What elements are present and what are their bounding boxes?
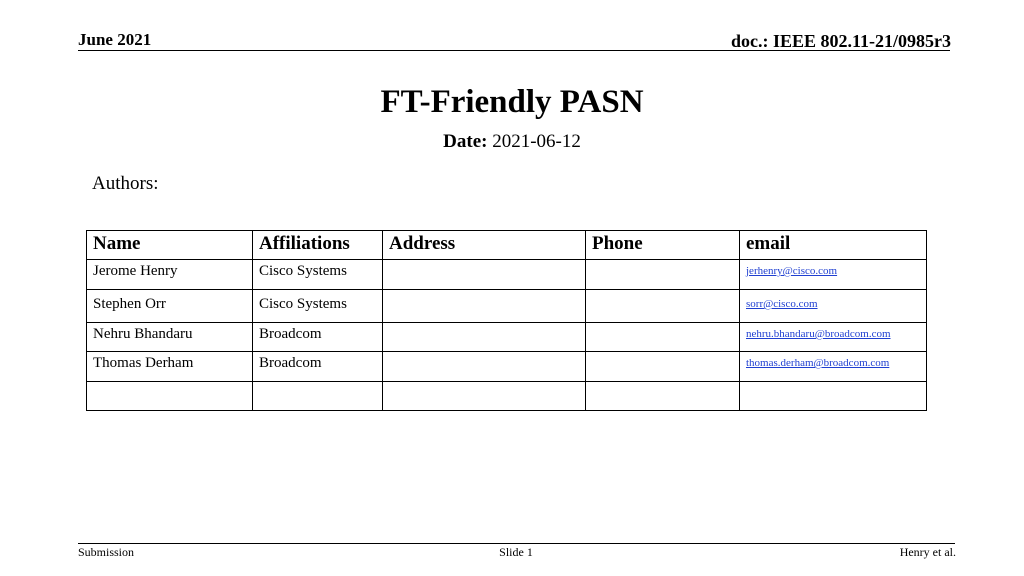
table-row — [87, 382, 927, 411]
col-header-phone: Phone — [586, 231, 740, 260]
email-link[interactable]: nehru.bhandaru@broadcom.com — [740, 323, 927, 352]
cell-phone — [586, 352, 740, 382]
cell-affiliation: Cisco Systems — [253, 260, 383, 290]
authors-label: Authors: — [92, 173, 159, 194]
col-header-name: Name — [87, 231, 253, 260]
cell-email — [740, 382, 927, 411]
cell-address — [383, 352, 586, 382]
cell-address — [383, 260, 586, 290]
email-link[interactable]: thomas.derham@broadcom.com — [740, 352, 927, 382]
table-row — [87, 352, 927, 382]
cell-affiliation: Broadcom — [253, 323, 383, 352]
header-date: June 2021 — [78, 30, 152, 49]
email-link[interactable]: sorr@cisco.com — [740, 290, 927, 323]
footer-submission: Submission — [78, 545, 135, 559]
table-row — [87, 260, 927, 290]
header-doc-id: doc.: IEEE 802.11-21/0985r3 — [730, 31, 951, 51]
cell-address — [383, 382, 586, 411]
cell-address — [383, 323, 586, 352]
cell-phone — [586, 323, 740, 352]
cell-name — [87, 382, 253, 411]
cell-affiliation — [253, 382, 383, 411]
cell-name: Thomas Derham — [87, 352, 253, 382]
date-label: Date: — [443, 131, 488, 152]
col-header-affiliations: Affiliations — [253, 231, 383, 260]
table-row — [87, 290, 927, 323]
header-divider — [78, 50, 950, 51]
cell-phone — [586, 260, 740, 290]
footer-divider — [78, 543, 955, 544]
col-header-address: Address — [383, 231, 586, 260]
authors-table — [86, 230, 927, 411]
document-date — [0, 131, 1024, 153]
date-value: 2021-06-12 — [492, 131, 581, 152]
cell-address — [383, 290, 586, 323]
cell-affiliation: Broadcom — [253, 352, 383, 382]
cell-name: Nehru Bhandaru — [87, 323, 253, 352]
footer-authors: Henry et al. — [899, 545, 956, 559]
page-title: FT-Friendly PASN — [380, 84, 644, 120]
email-link[interactable]: jerhenry@cisco.com — [740, 260, 927, 290]
cell-name: Jerome Henry — [87, 260, 253, 290]
cell-phone — [586, 290, 740, 323]
cell-affiliation: Cisco Systems — [253, 290, 383, 323]
table-header-row — [87, 231, 927, 260]
table-row — [87, 323, 927, 352]
footer-slide-number: Slide 1 — [499, 545, 533, 559]
cell-phone — [586, 382, 740, 411]
col-header-email: email — [740, 231, 927, 260]
cell-name: Stephen Orr — [87, 290, 253, 323]
